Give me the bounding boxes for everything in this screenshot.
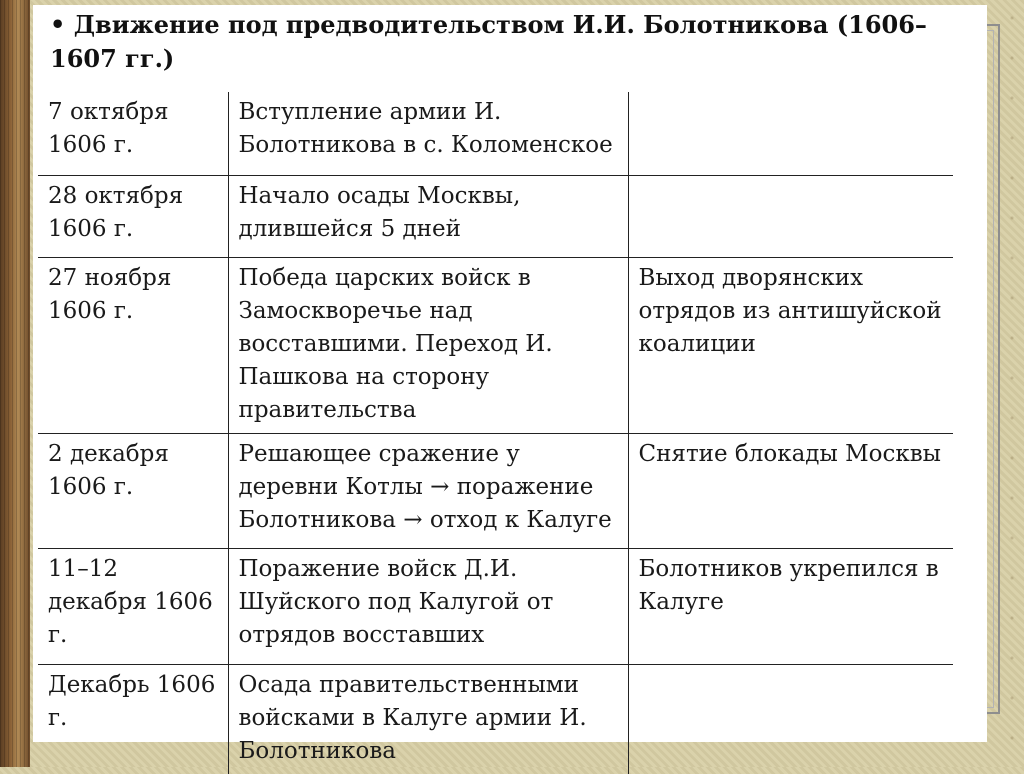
result-cell [628, 175, 953, 257]
table-row [38, 548, 953, 664]
event-cell: Начало осады Москвы, длившейся 5 дней [228, 175, 628, 257]
event-cell: Поражение войск Д.И. Шуйского под Калугой от отрядов восставших [228, 548, 628, 664]
table-row [38, 664, 953, 774]
date-cell: 2 декабря 1606 г. [38, 433, 228, 548]
table-row [38, 433, 953, 548]
date-cell: 7 октября 1606 г. [38, 92, 228, 175]
page-title: • Движение под предводительством И.И. Болотникова (1606–1607 гг.) [50, 10, 927, 73]
date-cell: 27 ноября 1606 г. [38, 257, 228, 433]
date-cell: Декабрь 1606 г. [38, 664, 228, 774]
event-cell: Победа царских войск в Замоскворечье над восставшими. Переход И. Пашкова на сторону правительства [228, 257, 628, 433]
result-cell: Снятие блокады Москвы [628, 433, 953, 548]
event-cell: Осада правительственными войсками в Калуге армии И. Болотникова [228, 664, 628, 774]
result-cell: Болотников укрепился в Калуге [628, 548, 953, 664]
result-cell: Выход дворянских отрядов из антишуйской коалиции [628, 257, 953, 433]
table-row [38, 257, 953, 433]
wood-border [0, 0, 30, 767]
event-cell: Вступление армии И. Болотникова в с. Коломенское [228, 92, 628, 175]
result-cell [628, 664, 953, 774]
date-cell: 28 октября 1606 г. [38, 175, 228, 257]
event-cell: Решающее сражение у деревни Котлы → поражение Болотникова → отход к Калуге [228, 433, 628, 548]
date-cell: 11–12 декабря 1606 г. [38, 548, 228, 664]
table-row [38, 92, 953, 175]
result-cell [628, 92, 953, 175]
events-table [38, 92, 953, 774]
table-row [38, 175, 953, 257]
